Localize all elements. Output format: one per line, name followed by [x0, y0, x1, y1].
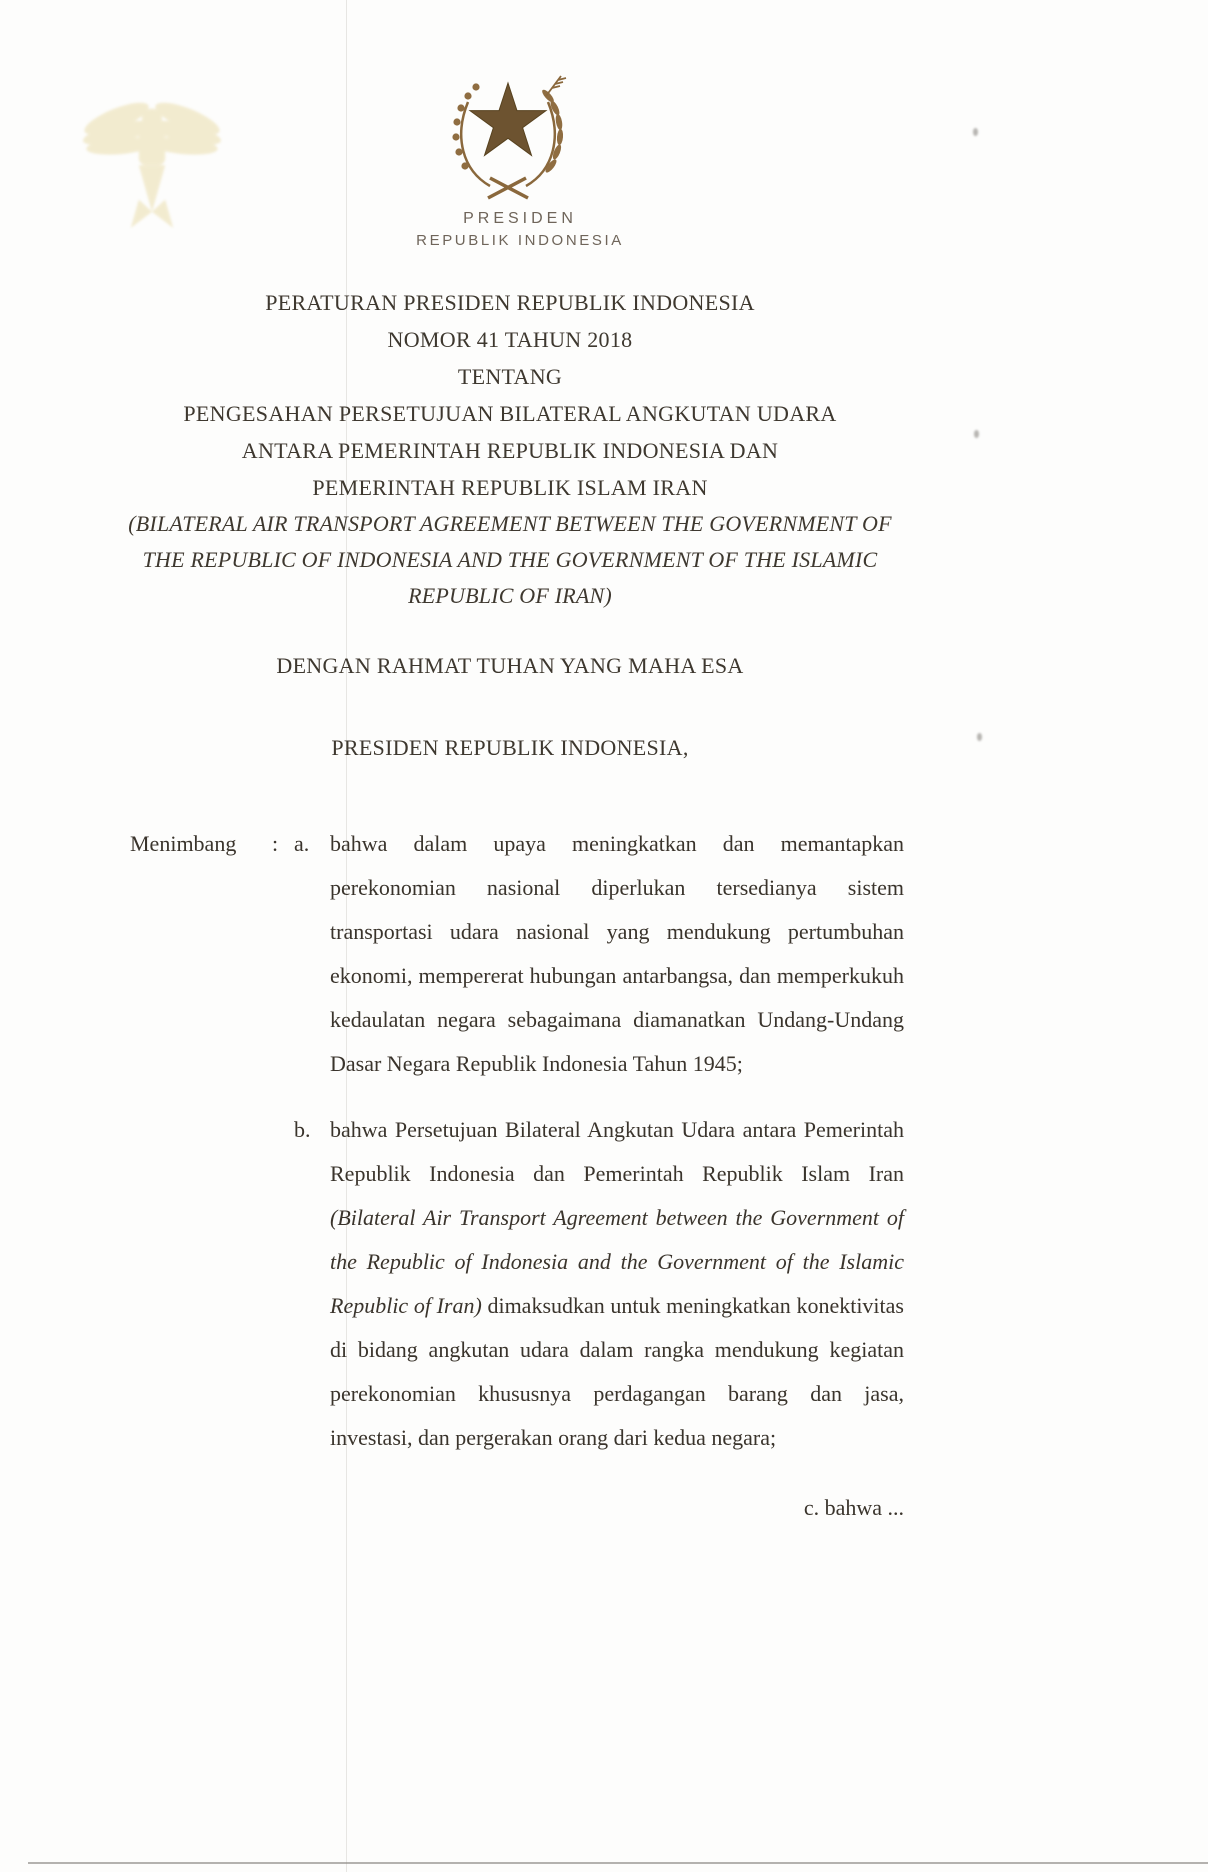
title-english-translation: (BILATERAL AIR TRANSPORT AGREEMENT BETWEEN THE GOVERNMENT OF THE REPUBLIC OF INDONESIA AND THE GOVERNMENT OF THE ISLAMIC REPUBLIC OF IRAN) [128, 511, 892, 608]
presidential-seal-icon [448, 66, 568, 206]
item-a-paragraph: bahwa dalam upaya meningkatkan dan memantapkan perekonomian nasional diperlukan tersedianya sistem transportasi udara nasional yang mendukung pertumbuhan ekonomi, mempererat hubungan antarbangsa, dan memperkukuh kedaulatan negara sebagaimana diamanatkan Undang-Undang Dasar Negara Republik Indonesia Tahun 1945; [330, 831, 904, 1076]
scan-speck [974, 430, 979, 438]
item-a-marker: a. [294, 831, 310, 856]
invocation-line: DENGAN RAHMAT TUHAN YANG MAHA ESA [276, 653, 744, 678]
garuda-watermark-icon [76, 60, 228, 232]
letterhead-republik-indonesia: REPUBLIK INDONESIA [416, 232, 624, 249]
spacer-cell [272, 1086, 294, 1460]
continuation-catchword: c. bahwa ... [803, 1495, 904, 1520]
letterhead-presiden: PRESIDEN [463, 210, 577, 227]
menimbang-separator: : [272, 831, 279, 856]
scan-speck [977, 733, 982, 741]
item-b-paragraph [330, 1086, 904, 1460]
title-line-number: NOMOR 41 TAHUN 2018 [387, 327, 633, 352]
scan-speck [973, 128, 978, 136]
spacer-cell [130, 1086, 272, 1460]
title-line-regulation: PERATURAN PRESIDEN REPUBLIK INDONESIA [265, 290, 755, 315]
title-line-subject-1: PENGESAHAN PERSETUJUAN BILATERAL ANGKUTAN UDARA [183, 401, 837, 426]
item-b-text-after: dimaksudkan untuk meningkatkan konektivitas di bidang angkutan udara dalam rangka mendukung kegiatan perekonomian khususnya perdagangan barang dan jasa, investasi, dan pergerakan orang dari kedua negara; [330, 1293, 904, 1450]
scan-edge-line [28, 1862, 1208, 1864]
menimbang-label: Menimbang [130, 831, 237, 856]
title-block [114, 284, 906, 766]
item-b-text-before: bahwa Persetujuan Bilateral Angkutan Udara antara Pemerintah Republik Indonesia dan Pemerintah Republik Islam Iran [330, 1117, 904, 1186]
item-b-marker: b. [294, 1117, 311, 1142]
title-line-subject-2: ANTARA PEMERINTAH REPUBLIK INDONESIA DAN [241, 438, 779, 463]
enacting-authority-line: PRESIDEN REPUBLIK INDONESIA, [331, 735, 689, 760]
letterhead [310, 210, 730, 249]
title-line-tentang: TENTANG [457, 364, 563, 389]
title-line-subject-3: PEMERINTAH REPUBLIK ISLAM IRAN [312, 475, 708, 500]
considerations-section [130, 822, 904, 1530]
item-b-text-italic: (Bilateral Air Transport Agreement between the Government of the Republic of Indonesia and the Government of the Islamic Republic of Iran) [330, 1205, 904, 1318]
